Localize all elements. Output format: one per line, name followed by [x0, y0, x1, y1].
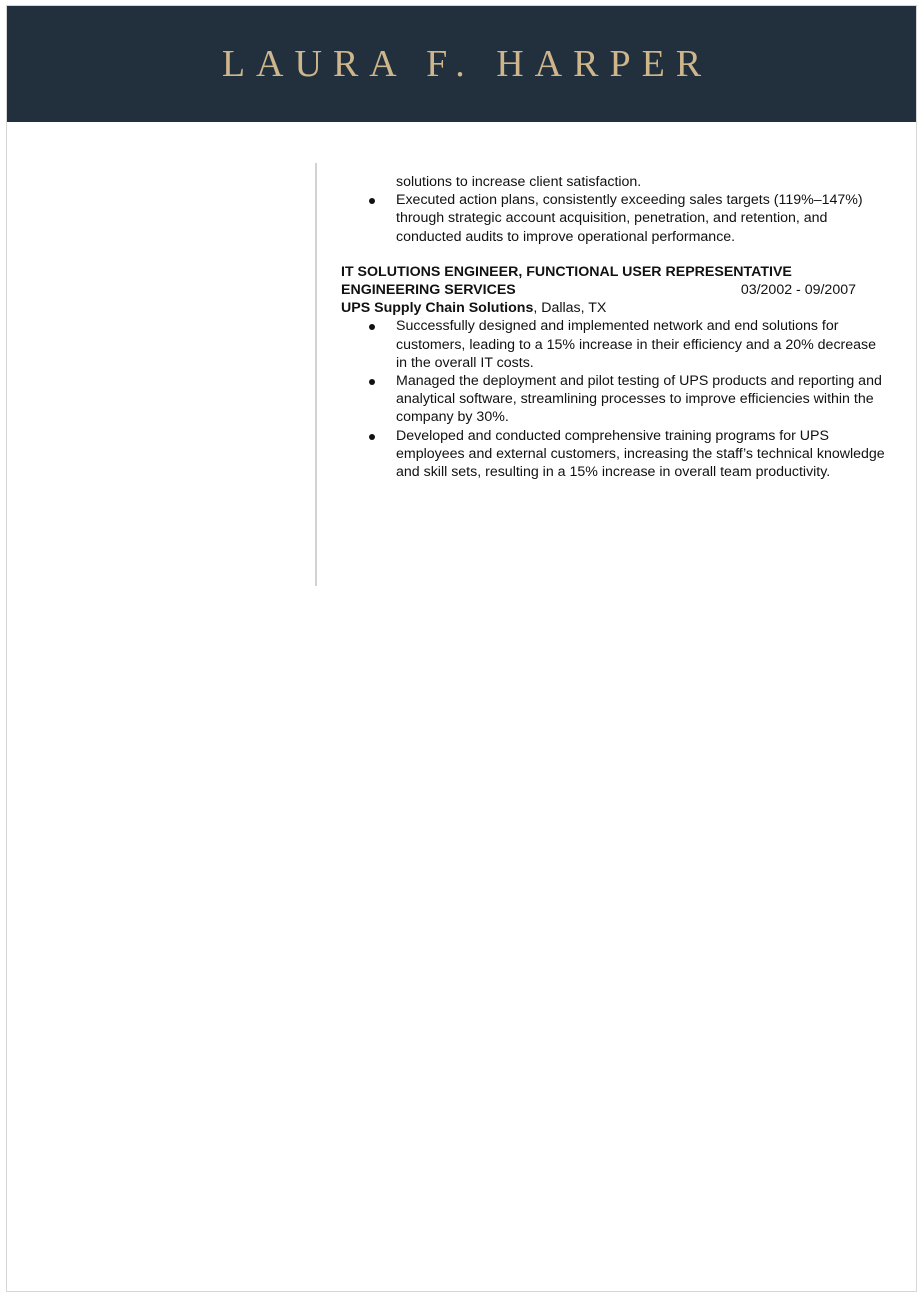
company-line [341, 299, 889, 317]
list-item [341, 191, 889, 246]
carryover-bullet-text: solutions to increase client satisfaction. [396, 174, 642, 190]
job-title-line1: IT SOLUTIONS ENGINEER, FUNCTIONAL USER REPRESENTATIVE [341, 263, 792, 280]
bullet-icon [369, 324, 375, 330]
job-bullet-list [341, 317, 889, 481]
list-item [341, 317, 889, 372]
bullet-text: Managed the deployment and pilot testing of UPS products and reporting and analytical software, streamlining processes to improve efficiencies within the company by 30%. [396, 373, 882, 426]
list-item [341, 427, 889, 482]
bullet-text: Successfully designed and implemented network and end solutions for customers, leading to a 15% increase in their efficiency and a 20% decrease in the overall IT costs. [396, 318, 877, 371]
company-location: , Dallas, TX [533, 300, 607, 317]
bullet-text: Developed and conducted comprehensive training programs for UPS employees and external customers, increasing the staff’s technical knowledge and skill sets, resulting in a 15% increase in overall team productivity. [396, 427, 885, 481]
resume-header [7, 6, 916, 122]
job-title-row [341, 281, 856, 299]
candidate-name: LAURA F. HARPER [221, 43, 713, 85]
bullet-icon [369, 198, 375, 204]
job-title-line2: ENGINEERING SERVICES [341, 282, 516, 299]
experience-section [341, 173, 889, 481]
resume-page [6, 5, 917, 1292]
bullet-text: Executed action plans, consistently exceeding sales targets (119%–147%) through strategic account acquisition, penetration, and retention, and conducted audits to improve operational performance. [396, 192, 863, 245]
company-name: UPS Supply Chain Solutions [341, 300, 534, 317]
job-entry [341, 263, 889, 481]
bullet-icon [369, 434, 375, 440]
list-item [341, 372, 889, 427]
carryover-bullet-list [341, 191, 889, 246]
job-dates: 03/2002 - 09/2007 [740, 282, 856, 299]
column-divider [315, 163, 317, 586]
bullet-icon [369, 379, 375, 385]
